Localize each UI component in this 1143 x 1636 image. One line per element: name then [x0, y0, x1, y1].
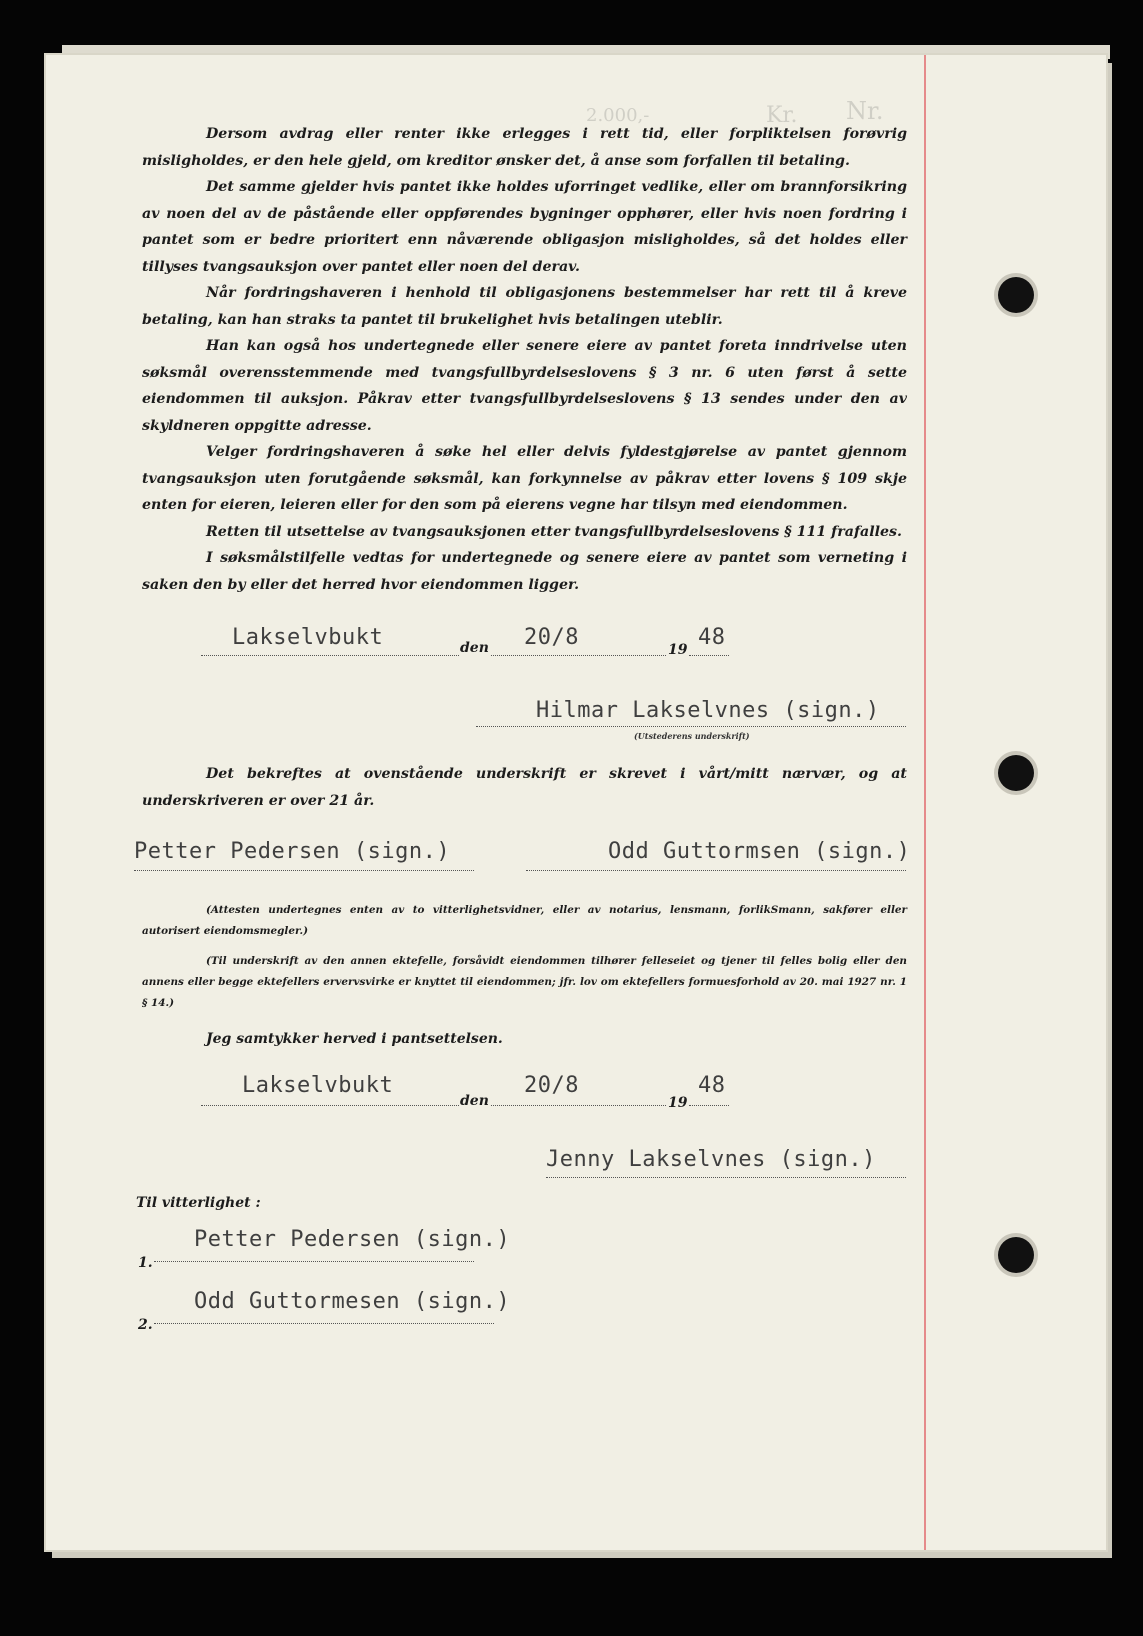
place-line — [201, 655, 459, 656]
vitterlighet-witness-2: Odd Guttormesen (sign.) — [194, 1289, 511, 1314]
vitterlighet-line-2 — [154, 1323, 494, 1324]
year-prefix: 19 — [668, 642, 688, 658]
paragraph: I søksmålstilfelle vedtas for undertegnede og senere eiere av pantet som verneting i saken den by eller det herred hvor eiendommen ligger. — [142, 550, 907, 593]
consent-date-line — [491, 1105, 666, 1106]
red-margin-line — [924, 55, 926, 1550]
consent-year-line — [689, 1105, 729, 1106]
consent-year-prefix: 19 — [668, 1095, 688, 1111]
place-typed: Lakselvbukt — [232, 625, 384, 650]
attestation-note — [142, 900, 907, 942]
year-typed: 48 — [698, 625, 726, 650]
bleed-kr: Kr. — [766, 103, 798, 128]
witness1-line — [134, 870, 474, 871]
vitterlighet-label: Til vitterlighet : — [136, 1195, 261, 1211]
paragraph: Han kan også hos undertegnede eller senere eiere av pantet foreta inndrivelse uten søksmål overensstemmende med tvangsfullbyrdelseslovens § 3 nr. 6 uten først å sette eiendommen til auksjon. Påkrav etter tvangsfullbyrdelseslovens § 13 sendes under den av skyldneren oppgitte adresse. — [142, 338, 907, 434]
issuer-line — [476, 726, 906, 727]
note-paragraph: (Attesten undertegnes enten av to vitterlighetsvidner, eller av notarius, lensmann, forlikSmann, sakfører eller autorisert eiendomsmegler.) — [142, 904, 907, 937]
year-line — [689, 655, 729, 656]
consent-year: 48 — [698, 1073, 726, 1098]
paragraph: Når fordringshaveren i henhold til obligasjonens bestemmelser har rett til å kreve betaling, kan han straks ta pantet til brukelighet hvis betalingen uteblir. — [142, 285, 907, 328]
vitterlighet-witness-1: Petter Pedersen (sign.) — [194, 1227, 511, 1252]
punch-hole — [998, 1237, 1034, 1273]
note-paragraph: (Til underskrift av den annen ektefelle, forsåvidt eiendommen tilhører felleseiet og tjener til felles bolig eller den annens eller begge ektefellers ervervsvirke er knyttet til eiendommen; jfr. lov om ektefellers formuesforhold av 20. mai 1927 nr. 1 § 14.) — [142, 955, 907, 1009]
bleed-nr: Nr. — [846, 97, 884, 125]
den-label: den — [460, 640, 489, 656]
consent-place-line — [201, 1105, 459, 1106]
spouse-signature: Jenny Lakselvnes (sign.) — [546, 1147, 876, 1172]
witness-number-2: 2. — [138, 1317, 153, 1333]
vitterlighet-line-1 — [154, 1261, 474, 1262]
consent-den-label: den — [460, 1093, 489, 1109]
bleed-amount: 2.000,- — [586, 105, 650, 126]
witness-number-1: 1. — [138, 1255, 153, 1271]
attestation-paragraph: Det bekreftes at ovenstående underskrift er skrevet i vårt/mitt nærvær, og at underskriveren er over 21 år. — [142, 766, 907, 809]
date-line — [491, 655, 666, 656]
document-page — [46, 55, 1106, 1550]
date-typed: 20/8 — [524, 625, 579, 650]
issuer-signature: Hilmar Lakselvnes (sign.) — [536, 698, 880, 723]
issuer-caption: (Utstederens underskrift) — [634, 731, 750, 741]
consent-place: Lakselvbukt — [242, 1073, 394, 1098]
spouse-note — [142, 951, 907, 1014]
witness2-signature: Odd Guttormsen (sign.) — [608, 839, 911, 864]
paragraph: Dersom avdrag eller renter ikke erlegges i rett tid, eller forpliktelsen forøvrig misligholdes, er den hele gjeld, om kreditor ønsker det, å anse som forfallen til betaling. — [142, 126, 907, 169]
witness1-signature: Petter Pedersen (sign.) — [134, 839, 451, 864]
consent-date: 20/8 — [524, 1073, 579, 1098]
consent-text: Jeg samtykker herved i pantsettelsen. — [206, 1031, 503, 1047]
paragraph: Retten til utsettelse av tvangsauksjonen etter tvangsfullbyrdelseslovens § 111 frafalles. — [206, 523, 902, 540]
terms-text — [142, 121, 907, 598]
punch-hole — [998, 277, 1034, 313]
spouse-line — [546, 1177, 906, 1178]
paragraph: Det samme gjelder hvis pantet ikke holdes uforringet vedlike, eller om brannforsikring av noen del av de påstående eller oppførendes bygninger opphører, eller hvis noen fordring i pantet som er bedre prioritert enn nåværende obligasjon misligholdes, så det holdes eller tillyses tvangsauksjon over pantet eller noen del derav. — [142, 179, 907, 275]
punch-hole — [998, 755, 1034, 791]
attestation-text — [142, 761, 907, 814]
paragraph: Velger fordringshaveren å søke hel eller delvis fyldestgjørelse av pantet gjennom tvangsauksjon uten forutgående søksmål, kan forkynnelse av påkrav etter lovens § 109 skje enten for eieren, leieren eller for den som på eierens vegne har tilsyn med eiendommen. — [142, 444, 907, 513]
witness2-line — [526, 870, 906, 871]
